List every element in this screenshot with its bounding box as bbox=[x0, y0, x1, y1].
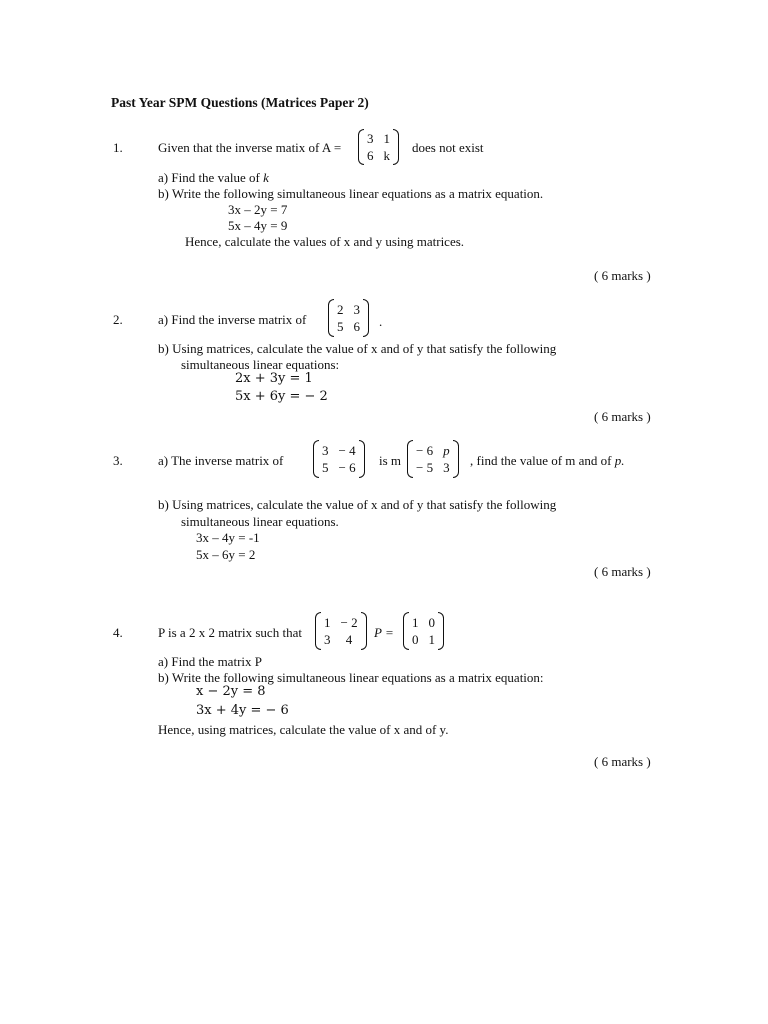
matrix-cell: 3 bbox=[322, 443, 329, 458]
matrix-cell: 3 bbox=[367, 131, 374, 146]
question-4-stem: P is a 2 x 2 matrix such that bbox=[158, 625, 302, 640]
question-2-part-b-line-1: b) Using matrices, calculate the value of x and of y that satisfy the following bbox=[158, 341, 557, 356]
question-3-part-b-line-2: simultaneous linear equations. bbox=[181, 514, 339, 529]
question-3-marks: ( 6 marks ) bbox=[594, 564, 651, 579]
question-4-part-a: a) Find the matrix P bbox=[158, 654, 262, 669]
question-1-part-a: a) Find the value of k bbox=[158, 170, 269, 185]
right-paren bbox=[359, 440, 365, 478]
question-3-equation-2: 5x – 6y = 2 bbox=[196, 547, 256, 562]
question-1-number: 1. bbox=[113, 140, 123, 155]
question-4-equation-2: 3x + 4y = − 6 bbox=[196, 703, 289, 718]
matrix-cell: 4 bbox=[345, 632, 353, 647]
question-2-part-b-line-2: simultaneous linear equations: bbox=[181, 357, 340, 372]
matrix-cell: 5 bbox=[322, 460, 329, 475]
question-3-part-a-end: , find the value of m and of p. bbox=[470, 453, 625, 468]
matrix-cell: − 6 bbox=[338, 460, 356, 475]
question-2-number: 2. bbox=[113, 312, 123, 327]
question-3-equation-1: 3x – 4y = -1 bbox=[196, 530, 260, 545]
question-1-stem: Given that the inverse matix of A = bbox=[158, 140, 342, 155]
right-paren bbox=[363, 299, 369, 337]
matrix-cell: 2 bbox=[337, 302, 344, 317]
question-2-equation-2: 5x + 6y = − 2 bbox=[235, 389, 328, 404]
matrix-cell: k bbox=[383, 148, 390, 163]
question-4-marks: ( 6 marks ) bbox=[594, 754, 651, 769]
right-paren bbox=[393, 129, 399, 165]
question-4-matrix-1 bbox=[315, 612, 367, 650]
question-2-part-a: a) Find the inverse matrix of bbox=[158, 312, 307, 327]
question-2-part-a-end: . bbox=[379, 314, 383, 329]
matrix-cell: − 2 bbox=[340, 615, 358, 630]
question-3-part-b-line-1: b) Using matrices, calculate the value of x and of y that satisfy the following bbox=[158, 497, 557, 512]
matrix-cell: − 4 bbox=[338, 443, 356, 458]
question-4-equation-1: x − 2y = 8 bbox=[196, 684, 266, 699]
question-4-number: 4. bbox=[113, 625, 123, 640]
question-3-is-m: is m bbox=[379, 453, 402, 468]
page-title: Past Year SPM Questions (Matrices Paper 2) bbox=[111, 95, 369, 110]
matrix-cell: 3 bbox=[324, 632, 331, 647]
matrix-cell: 1 bbox=[428, 632, 435, 647]
question-2-equation-1: 2x + 3y = 1 bbox=[235, 371, 313, 386]
question-4-p-equals: P = bbox=[374, 625, 394, 640]
question-3-matrix-2 bbox=[407, 440, 459, 478]
matrix-cell: 5 bbox=[337, 319, 344, 334]
question-1-part-b: b) Write the following simultaneous linear equations as a matrix equation. bbox=[158, 186, 544, 201]
matrix-cell: − 6 bbox=[416, 443, 434, 458]
matrix-cell: 6 bbox=[367, 148, 374, 163]
question-1-stem-end: does not exist bbox=[412, 140, 484, 155]
question-2-matrix bbox=[328, 299, 369, 337]
matrix-cell: 1 bbox=[383, 131, 390, 146]
question-2-marks: ( 6 marks ) bbox=[594, 409, 651, 424]
matrix-cell: − 5 bbox=[416, 460, 434, 475]
matrix-cell: 0 bbox=[412, 632, 419, 647]
question-4-identity-matrix bbox=[403, 612, 444, 650]
question-1-hence: Hence, calculate the values of x and y using matrices. bbox=[185, 234, 465, 249]
right-paren bbox=[453, 440, 459, 478]
right-paren bbox=[361, 612, 367, 650]
matrix-cell: p bbox=[443, 443, 450, 458]
question-4-part-b: b) Write the following simultaneous linear equations as a matrix equation: bbox=[158, 670, 544, 685]
matrix-cell: 0 bbox=[428, 615, 435, 630]
matrix-cell: 3 bbox=[353, 302, 360, 317]
question-4-hence: Hence, using matrices, calculate the value of x and of y. bbox=[158, 722, 449, 737]
question-1-marks: ( 6 marks ) bbox=[594, 268, 651, 283]
right-paren bbox=[438, 612, 444, 650]
question-1-matrix-a bbox=[358, 129, 399, 165]
question-3-number: 3. bbox=[113, 453, 123, 468]
matrix-cell: 6 bbox=[353, 319, 360, 334]
matrix-cell: 1 bbox=[412, 615, 419, 630]
matrix-cell: 3 bbox=[443, 460, 450, 475]
question-3-matrix-1 bbox=[313, 440, 365, 478]
question-1-equation-2: 5x – 4y = 9 bbox=[228, 218, 288, 233]
matrix-cell: 1 bbox=[324, 615, 331, 630]
question-3-part-a: a) The inverse matrix of bbox=[158, 453, 284, 468]
question-1-equation-1: 3x – 2y = 7 bbox=[228, 202, 288, 217]
